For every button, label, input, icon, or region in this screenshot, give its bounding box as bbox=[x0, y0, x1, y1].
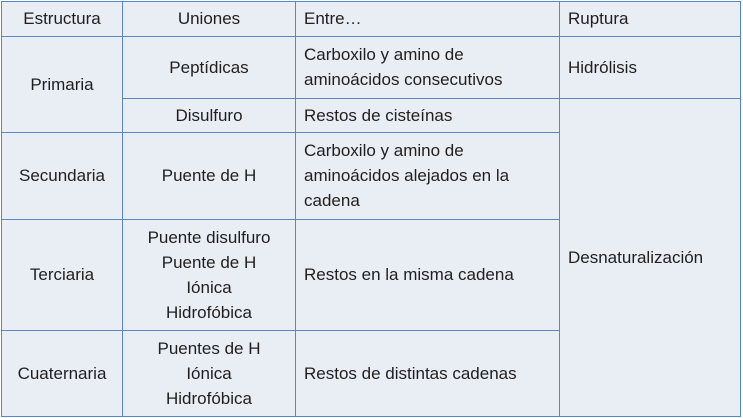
cell-line: Puente disulfuro bbox=[147, 227, 271, 247]
cell-line: Puentes de H bbox=[157, 338, 261, 358]
cell-line: Iónica bbox=[186, 277, 232, 297]
table-header-row bbox=[2, 2, 741, 37]
header-ruptura: Ruptura bbox=[560, 2, 741, 37]
cell-line: Peptídicas bbox=[169, 57, 249, 77]
cell-entre bbox=[296, 330, 560, 417]
cell-entre bbox=[296, 36, 560, 98]
cell-line: aminoácidos alejados en la bbox=[304, 166, 510, 186]
cell-line: Restos de cisteínas bbox=[304, 105, 453, 125]
cell-estructura-terciaria: Terciaria bbox=[2, 219, 123, 330]
cell-line: Disulfuro bbox=[175, 105, 243, 125]
cell-uniones bbox=[123, 133, 296, 219]
cell-ruptura-desnaturalizacion: Desnaturalización bbox=[560, 98, 741, 416]
cell-line: Carboxilo y amino de bbox=[304, 45, 464, 65]
cell-uniones bbox=[123, 36, 296, 98]
header-estructura: Estructura bbox=[2, 2, 123, 37]
cell-line: Puente de H bbox=[161, 166, 257, 186]
cell-line: Puente de H bbox=[161, 252, 257, 272]
cell-line: cadena bbox=[304, 191, 360, 211]
cell-entre bbox=[296, 98, 560, 133]
cell-entre bbox=[296, 219, 560, 330]
cell-estructura-cuaternaria: Cuaternaria bbox=[2, 330, 123, 417]
protein-structure-table-container bbox=[1, 1, 740, 417]
header-entre: Entre… bbox=[296, 2, 560, 37]
table-row bbox=[2, 36, 741, 98]
header-uniones: Uniones bbox=[123, 2, 296, 37]
protein-structure-table bbox=[1, 1, 741, 417]
cell-uniones bbox=[123, 330, 296, 417]
cell-line: Iónica bbox=[186, 363, 232, 383]
cell-line: Hidrofóbica bbox=[166, 388, 252, 408]
cell-entre bbox=[296, 133, 560, 219]
cell-line: aminoácidos consecutivos bbox=[304, 70, 503, 90]
cell-line: Carboxilo y amino de bbox=[304, 141, 464, 161]
cell-uniones bbox=[123, 98, 296, 133]
cell-ruptura-hidrolisis: Hidrólisis bbox=[560, 36, 741, 98]
cell-line: Restos de distintas cadenas bbox=[304, 363, 517, 383]
cell-estructura-secundaria: Secundaria bbox=[2, 133, 123, 219]
cell-estructura-primaria: Primaria bbox=[2, 36, 123, 133]
cell-uniones bbox=[123, 219, 296, 330]
cell-line: Restos en la misma cadena bbox=[304, 265, 514, 285]
cell-line: Hidrofóbica bbox=[166, 302, 252, 322]
